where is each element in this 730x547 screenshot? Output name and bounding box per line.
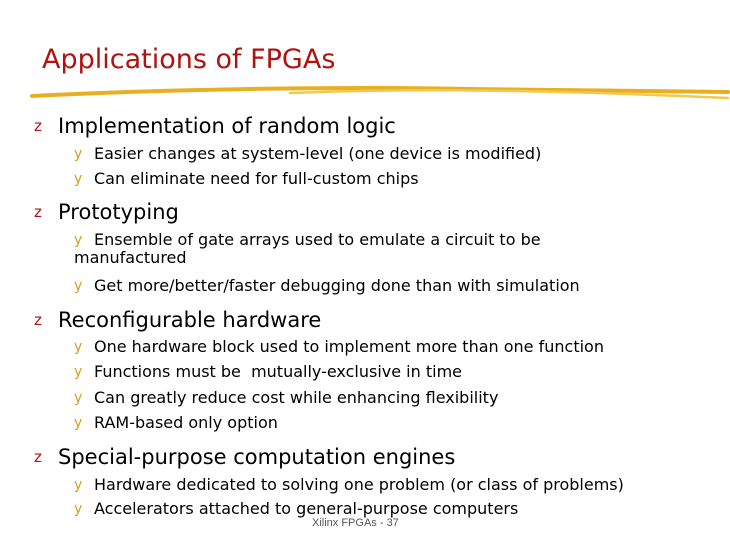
item-text: Can eliminate need for full-custom chips <box>94 169 419 188</box>
sub-bullet-marker: y <box>74 364 83 380</box>
bullet-item <box>74 231 634 266</box>
section-heading-special-purpose <box>34 445 455 469</box>
bullet-item <box>74 500 518 518</box>
item-text: Hardware dedicated to solving one problem (or class of problems) <box>94 475 624 494</box>
sub-bullet-marker: y <box>74 278 83 294</box>
item-text: Ensemble of gate arrays used to emulate a circuit to be manufactured <box>74 230 541 267</box>
bullet-item <box>74 170 419 188</box>
slide-title: Applications of FPGAs <box>42 44 336 75</box>
heading-text: Special-purpose computation engines <box>58 445 456 469</box>
section-heading-random-logic <box>34 114 396 138</box>
sub-bullet-marker: y <box>74 477 83 493</box>
sub-bullet-marker: y <box>74 146 83 162</box>
bullet-item <box>74 277 580 295</box>
bullet-item <box>74 363 462 381</box>
sub-bullet-marker: y <box>74 415 83 431</box>
bullet-item <box>74 414 278 432</box>
heading-text: Implementation of random logic <box>58 114 396 138</box>
section-heading-prototyping <box>34 200 179 224</box>
sub-bullet-marker: y <box>74 339 83 355</box>
sub-bullet-marker: y <box>74 171 83 187</box>
sub-bullet-marker: y <box>74 390 83 406</box>
heading-text: Prototyping <box>58 200 179 224</box>
item-text: Functions must be mutually-exclusive in time <box>94 362 462 381</box>
item-text: One hardware block used to implement more than one function <box>94 337 604 356</box>
bullet-item <box>74 476 624 494</box>
bullet-item <box>74 338 604 356</box>
section-heading-reconfigurable <box>34 308 321 332</box>
bullet-marker: z <box>34 311 42 329</box>
title-underline-decoration <box>30 80 730 110</box>
item-text: Accelerators attached to general-purpose computers <box>94 499 519 518</box>
bullet-marker: z <box>34 448 42 466</box>
item-text: RAM-based only option <box>94 413 278 432</box>
sub-bullet-marker: y <box>74 232 83 248</box>
bullet-item <box>74 389 498 407</box>
heading-text: Reconfigurable hardware <box>58 308 322 332</box>
item-text: Get more/better/faster debugging done than with simulation <box>94 276 580 295</box>
item-text: Easier changes at system-level (one device is modified) <box>94 144 542 163</box>
item-text: Can greatly reduce cost while enhancing flexibility <box>94 388 499 407</box>
bullet-item <box>74 145 541 163</box>
bullet-marker: z <box>34 203 42 221</box>
slide-footer: Xilinx FPGAs - 37 <box>312 517 399 529</box>
bullet-marker: z <box>34 117 42 135</box>
sub-bullet-marker: y <box>74 501 83 517</box>
